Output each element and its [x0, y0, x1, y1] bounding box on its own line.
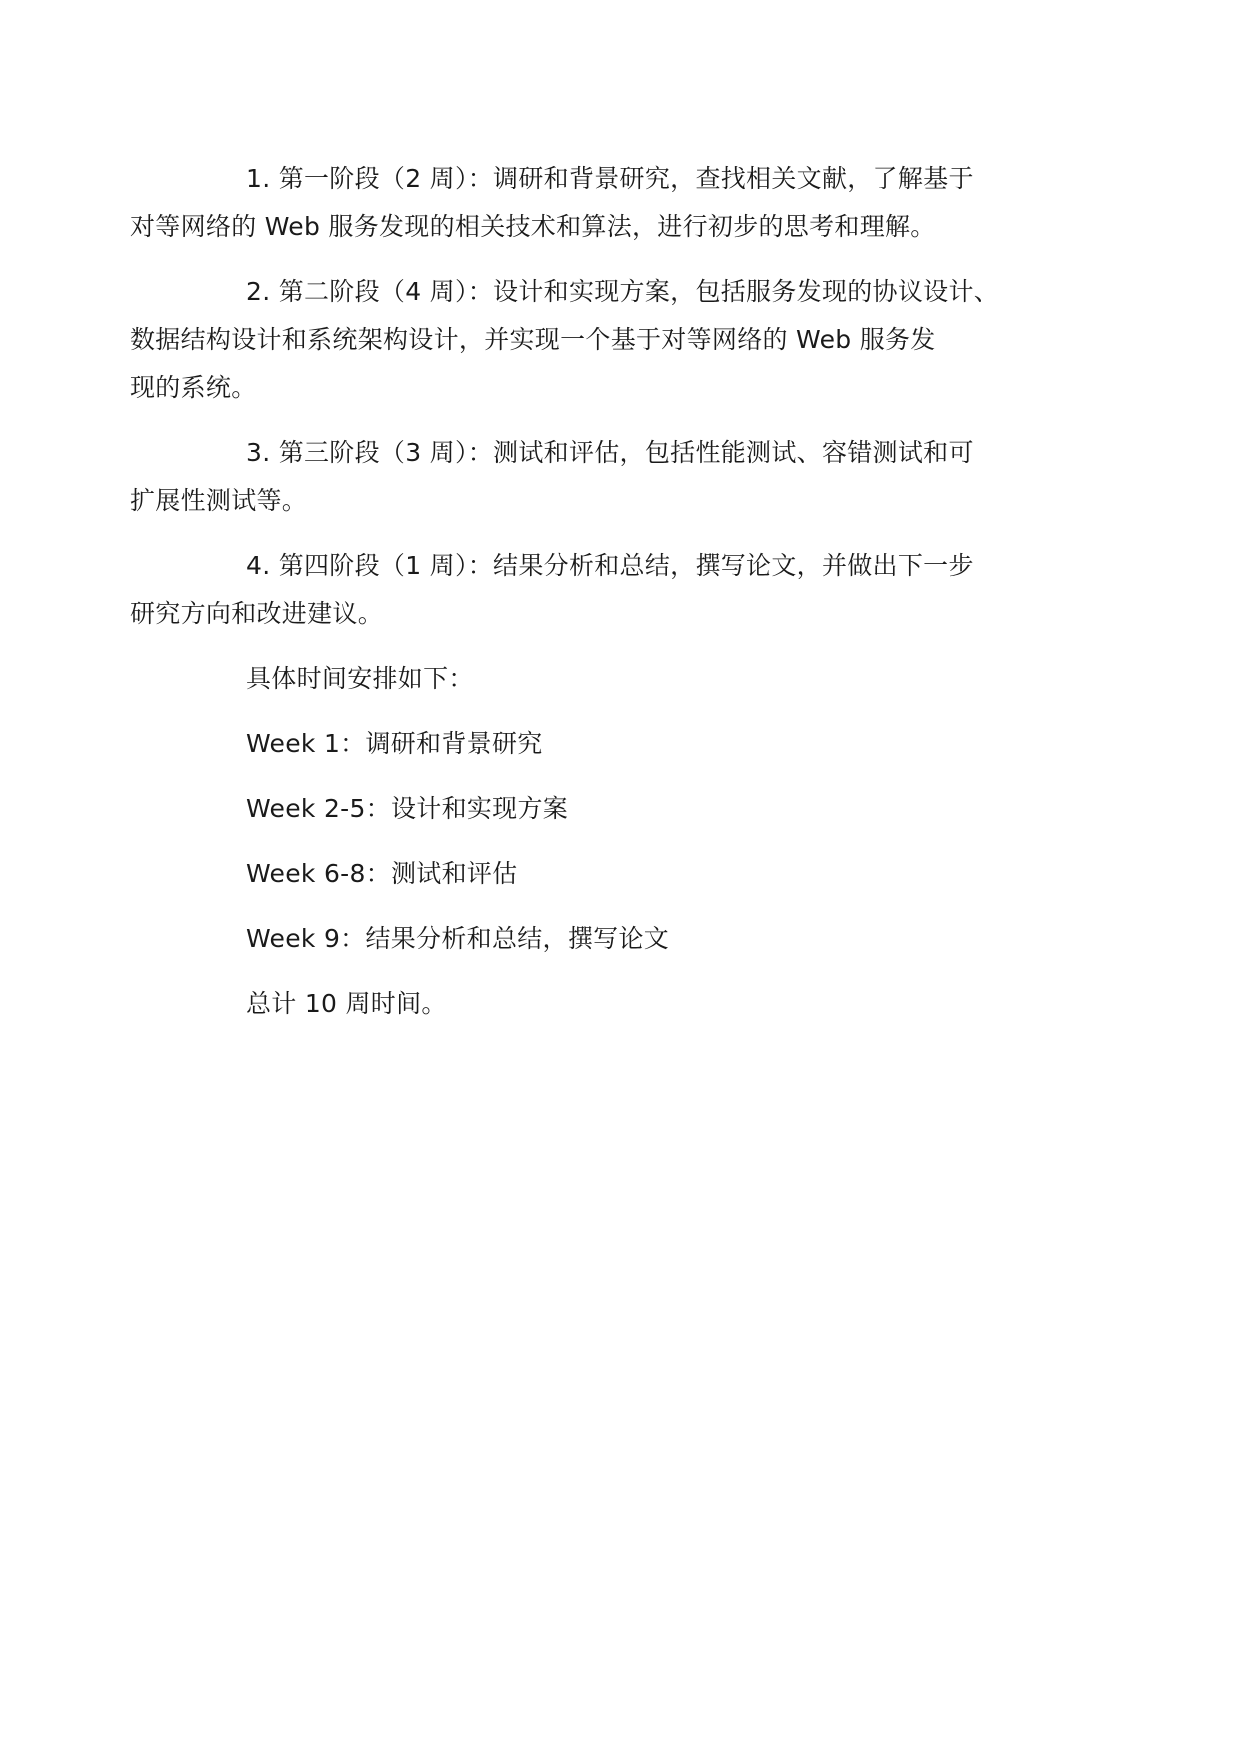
phase-3-line-1: 3. 第三阶段（3 周）：测试和评估，包括性能测试、容错测试和可 [246, 438, 974, 467]
phase-3-line-2: 扩展性测试等。 [130, 486, 308, 515]
phase-3-paragraph [130, 429, 1068, 525]
schedule-week-9: Week 9：结果分析和总结，撰写论文 [246, 924, 670, 953]
phase-1-line-2: 对等网络的 Web 服务发现的相关技术和算法，进行初步的思考和理解。 [130, 212, 936, 241]
total-duration: 总计 10 周时间。 [246, 989, 447, 1018]
document-body [130, 155, 1068, 1045]
phase-1-line-1: 1. 第一阶段（2 周）：调研和背景研究，查找相关文献，了解基于 [246, 164, 974, 193]
phase-4-line-2: 研究方向和改进建议。 [130, 599, 384, 628]
phase-4-paragraph [130, 542, 1068, 638]
phase-4-line-1: 4. 第四阶段（1 周）：结果分析和总结，撰写论文，并做出下一步 [246, 551, 974, 580]
schedule-week-2-5: Week 2-5：设计和实现方案 [246, 794, 569, 823]
schedule-intro: 具体时间安排如下： [246, 664, 474, 693]
phase-2-line-3: 现的系统。 [130, 373, 257, 402]
schedule-week-1: Week 1：调研和背景研究 [246, 729, 543, 758]
phase-2-paragraph [130, 268, 1068, 412]
phase-2-line-1: 2. 第二阶段（4 周）：设计和实现方案，包括服务发现的协议设计、 [246, 277, 1000, 306]
schedule-week-6-8: Week 6-8：测试和评估 [246, 859, 518, 888]
phase-1-paragraph [130, 155, 1068, 251]
phase-2-line-2: 数据结构设计和系统架构设计，并实现一个基于对等网络的 Web 服务发 [130, 325, 936, 354]
